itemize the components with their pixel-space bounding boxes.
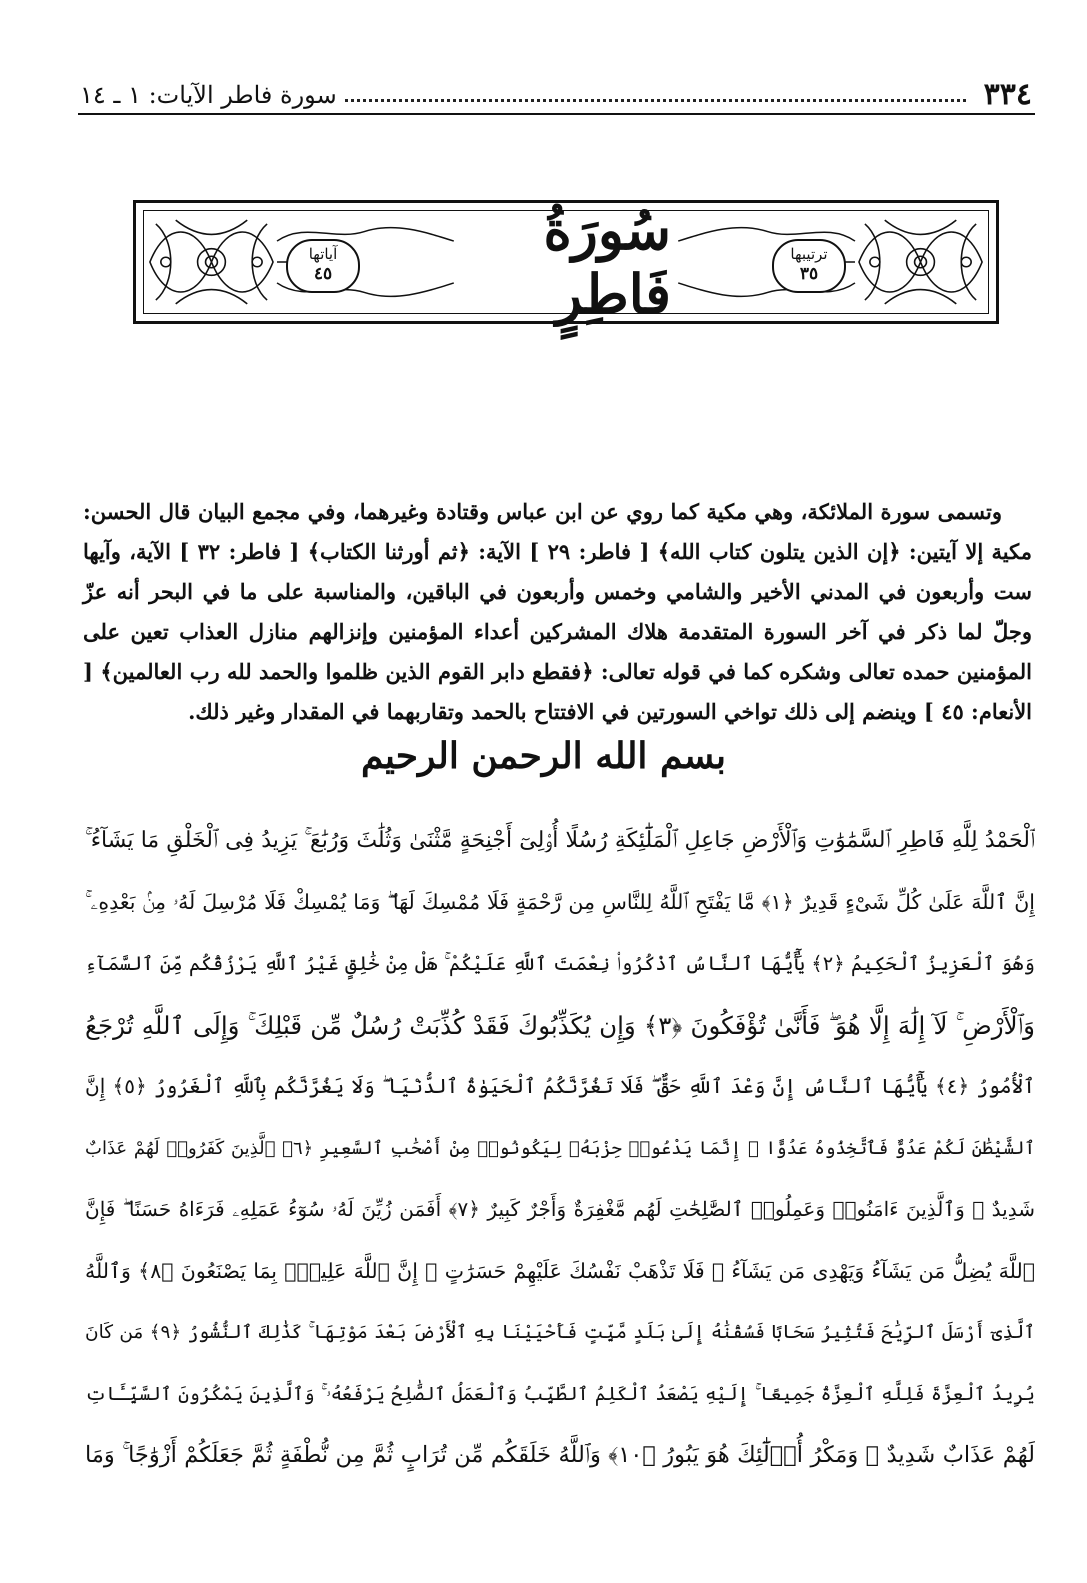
verse-count-cartouche [286,239,360,293]
surah-title-box [461,198,671,326]
order-label: ترتيبها [790,245,828,263]
verse-line: ٱلْأُمُورُ ﴿٤﴾ يَٰٓأَيُّهَا ٱلنَّاسُ إِنَّ وَعْدَ ٱللَّهِ حَقٌّ ۖ فَلَا تَغُرَّنَّكُمُ ٱلْحَيَوٰةُ ٱلدُّنْيَا ۖ وَلَا يَغُرَّنَّكُم بِٱللَّهِ ٱلْغَرُورُ ﴿٥﴾ إِنَّ [85,1074,1035,1098]
running-header [80,70,1032,110]
header-rule [78,113,1035,115]
header-title: سورة فاطر الآيات: ١ ـ ١٤ [80,81,337,109]
intro-text: وتسمى سورة الملائكة، وهي مكية كما روي عن ابن عباس وقتادة وغيرهما، وفي مجمع البيان قال الحسن: مكية إلا آيتين: ﴿إن الذين يتلون كتاب الله﴾ [ فاطر: ٢٩ ] الآية: ﴿ثم أورثنا الكتاب﴾ [ فاطر: ٣٢ ] الآية، وآيها ست وأربعون في المدني الأخير والشامي وخمس وأربعون في الباقين، والمناسبة على ما في البحر أنه عزّ وجلّ لما ذكر في آخر السورة المتقدمة هلاك المشركين أعداء المؤمنين وإنزالهم منازل العذاب تعين على المؤمنين حمده تعالى وشكره كما في قوله تعالى: ﴿فقطع دابر القوم الذين ظلموا والحمد لله رب العالمين﴾ [ الأنعام: ٤٥ ] وينضم إلى ذلك تواخي السورتين في الافتتاح بالحمد وتقاربهما في المقدار وغير ذلك. [83,499,1032,724]
verse-line: وَٱلْأَرْضِ ۚ لَآ إِلَٰهَ إِلَّا هُوَ ۖ فَأَنَّىٰ تُؤْفَكُونَ ﴿٣﴾ وَإِن يُكَذِّبُوكَ فَقَدْ كُذِّبَتْ رُسُلٌ مِّن قَبْلِكَ ۚ وَإِلَى ٱللَّهِ تُرْجَعُ [85,1010,1035,1040]
order-number: ٣٥ [799,264,819,284]
verse-line: لَهُمْ عَذَابٌ شَدِيدٌ ۖ وَمَكْرُ أُو۟لَٰٓئِكَ هُوَ يَبُورُ ﴿١٠﴾ وَٱللَّهُ خَلَقَكُم مِّن تُرَابٍ ثُمَّ مِن نُّطْفَةٍ ثُمَّ جَعَلَكُمْ أَزْوَٰجًا ۚ وَمَا [85,1442,1035,1468]
verse-line: ٱلْحَمْدُ لِلَّهِ فَاطِرِ ٱلسَّمَٰوَٰتِ وَٱلْأَرْضِ جَاعِلِ ٱلْمَلَٰٓئِكَةِ رُسُلًا أُو۟لِىٓ أَجْنِحَةٍ مَّثْنَىٰ وَثُلَٰثَ وَرُبَٰعَ ۚ يَزِيدُ فِى ٱلْخَلْقِ مَا يَشَآءُ ۚ [85,828,1035,853]
basmala: بسم الله الرحمن الرحيم [360,735,727,777]
surah-title: سُورَةُ فَاطِرٍ [543,198,671,326]
verses-number: ٤٥ [313,264,333,284]
verse-line: يُرِيدُ ٱلْعِزَّةَ فَلِلَّهِ ٱلْعِزَّةُ جَمِيعًا ۚ إِلَيْهِ يَصْعَدُ ٱلْكَلِمُ ٱلطَّيِّبُ وَٱلْعَمَلُ ٱلصَّٰلِحُ يَرْفَعُهُۥ ۚ وَٱلَّذِينَ يَمْكُرُونَ ٱلسَّيِّـَٔاتِ [85,1383,1035,1405]
verse-line: ٱلَّذِىٓ أَرْسَلَ ٱلرِّيَٰحَ فَتُثِيرُ سَحَابًا فَسُقْنَٰهُ إِلَىٰ بَلَدٍ مَّيِّتٍ فَأَحْيَيْنَا بِهِ ٱلْأَرْضَ بَعْدَ مَوْتِهَا ۚ كَذَٰلِكَ ٱلنُّشُورُ ﴿٩﴾ مَن كَانَ [85,1322,1035,1343]
order-cartouche [772,239,846,293]
intro-paragraph [83,492,1032,732]
verses-block [85,810,1035,1487]
leader-dots [345,99,966,102]
verse-line: ٱللَّهَ يُضِلُّ مَن يَشَآءُ وَيَهْدِى مَن يَشَآءُ ۖ فَلَا تَذْهَبْ نَفْسُكَ عَلَيْهِمْ حَسَرَٰتٍ ۚ إِنَّ ٱللَّهَ عَلِيمٌۢ بِمَا يَصْنَعُونَ ﴿٨﴾ وَٱللَّهُ [85,1258,1035,1283]
verses-label: آياتها [308,245,338,263]
verse-line: إِنَّ ٱللَّهَ عَلَىٰ كُلِّ شَىْءٍ قَدِيرٌ ﴿١﴾ مَّا يَفْتَحِ ٱللَّهُ لِلنَّاسِ مِن رَّحْمَةٍ فَلَا مُمْسِكَ لَهَا ۖ وَمَا يُمْسِكْ فَلَا مُرْسِلَ لَهُۥ مِنۢ بَعْدِهِۦ ۚ [85,889,1035,914]
verse-line: شَدِيدٌ ۖ وَٱلَّذِينَ ءَامَنُوا۟ وَعَمِلُوا۟ ٱلصَّٰلِحَٰتِ لَهُم مَّغْفِرَةٌ وَأَجْرٌ كَبِيرٌ ﴿٧﴾ أَفَمَن زُيِّنَ لَهُۥ سُوٓءُ عَمَلِهِۦ فَرَءَاهُ حَسَنًا ۖ فَإِنَّ [85,1197,1035,1221]
surah-banner [133,200,999,324]
verse-line: ٱلشَّيْطَٰنَ لَكُمْ عَدُوٌّ فَٱتَّخِذُوهُ عَدُوًّا ۚ إِنَّمَا يَدْعُوا۟ حِزْبَهُۥ لِيَكُونُوا۟ مِنْ أَصْحَٰبِ ٱلسَّعِيرِ ﴿٦﴾ ٱلَّذِينَ كَفَرُوا۟ لَهُمْ عَذَابٌ [85,1137,1035,1159]
verse-line: وَهُوَ ٱلْعَزِيزُ ٱلْحَكِيمُ ﴿٢﴾ يَٰٓأَيُّهَا ٱلنَّاسُ ٱذْكُرُوا۟ نِعْمَتَ ٱللَّهِ عَلَيْكُمْ ۚ هَلْ مِنْ خَٰلِقٍ غَيْرُ ٱللَّهِ يَرْزُقُكُم مِّنَ ٱلسَّمَآءِ [85,952,1035,975]
page-number: ٣٣٤ [983,77,1032,112]
